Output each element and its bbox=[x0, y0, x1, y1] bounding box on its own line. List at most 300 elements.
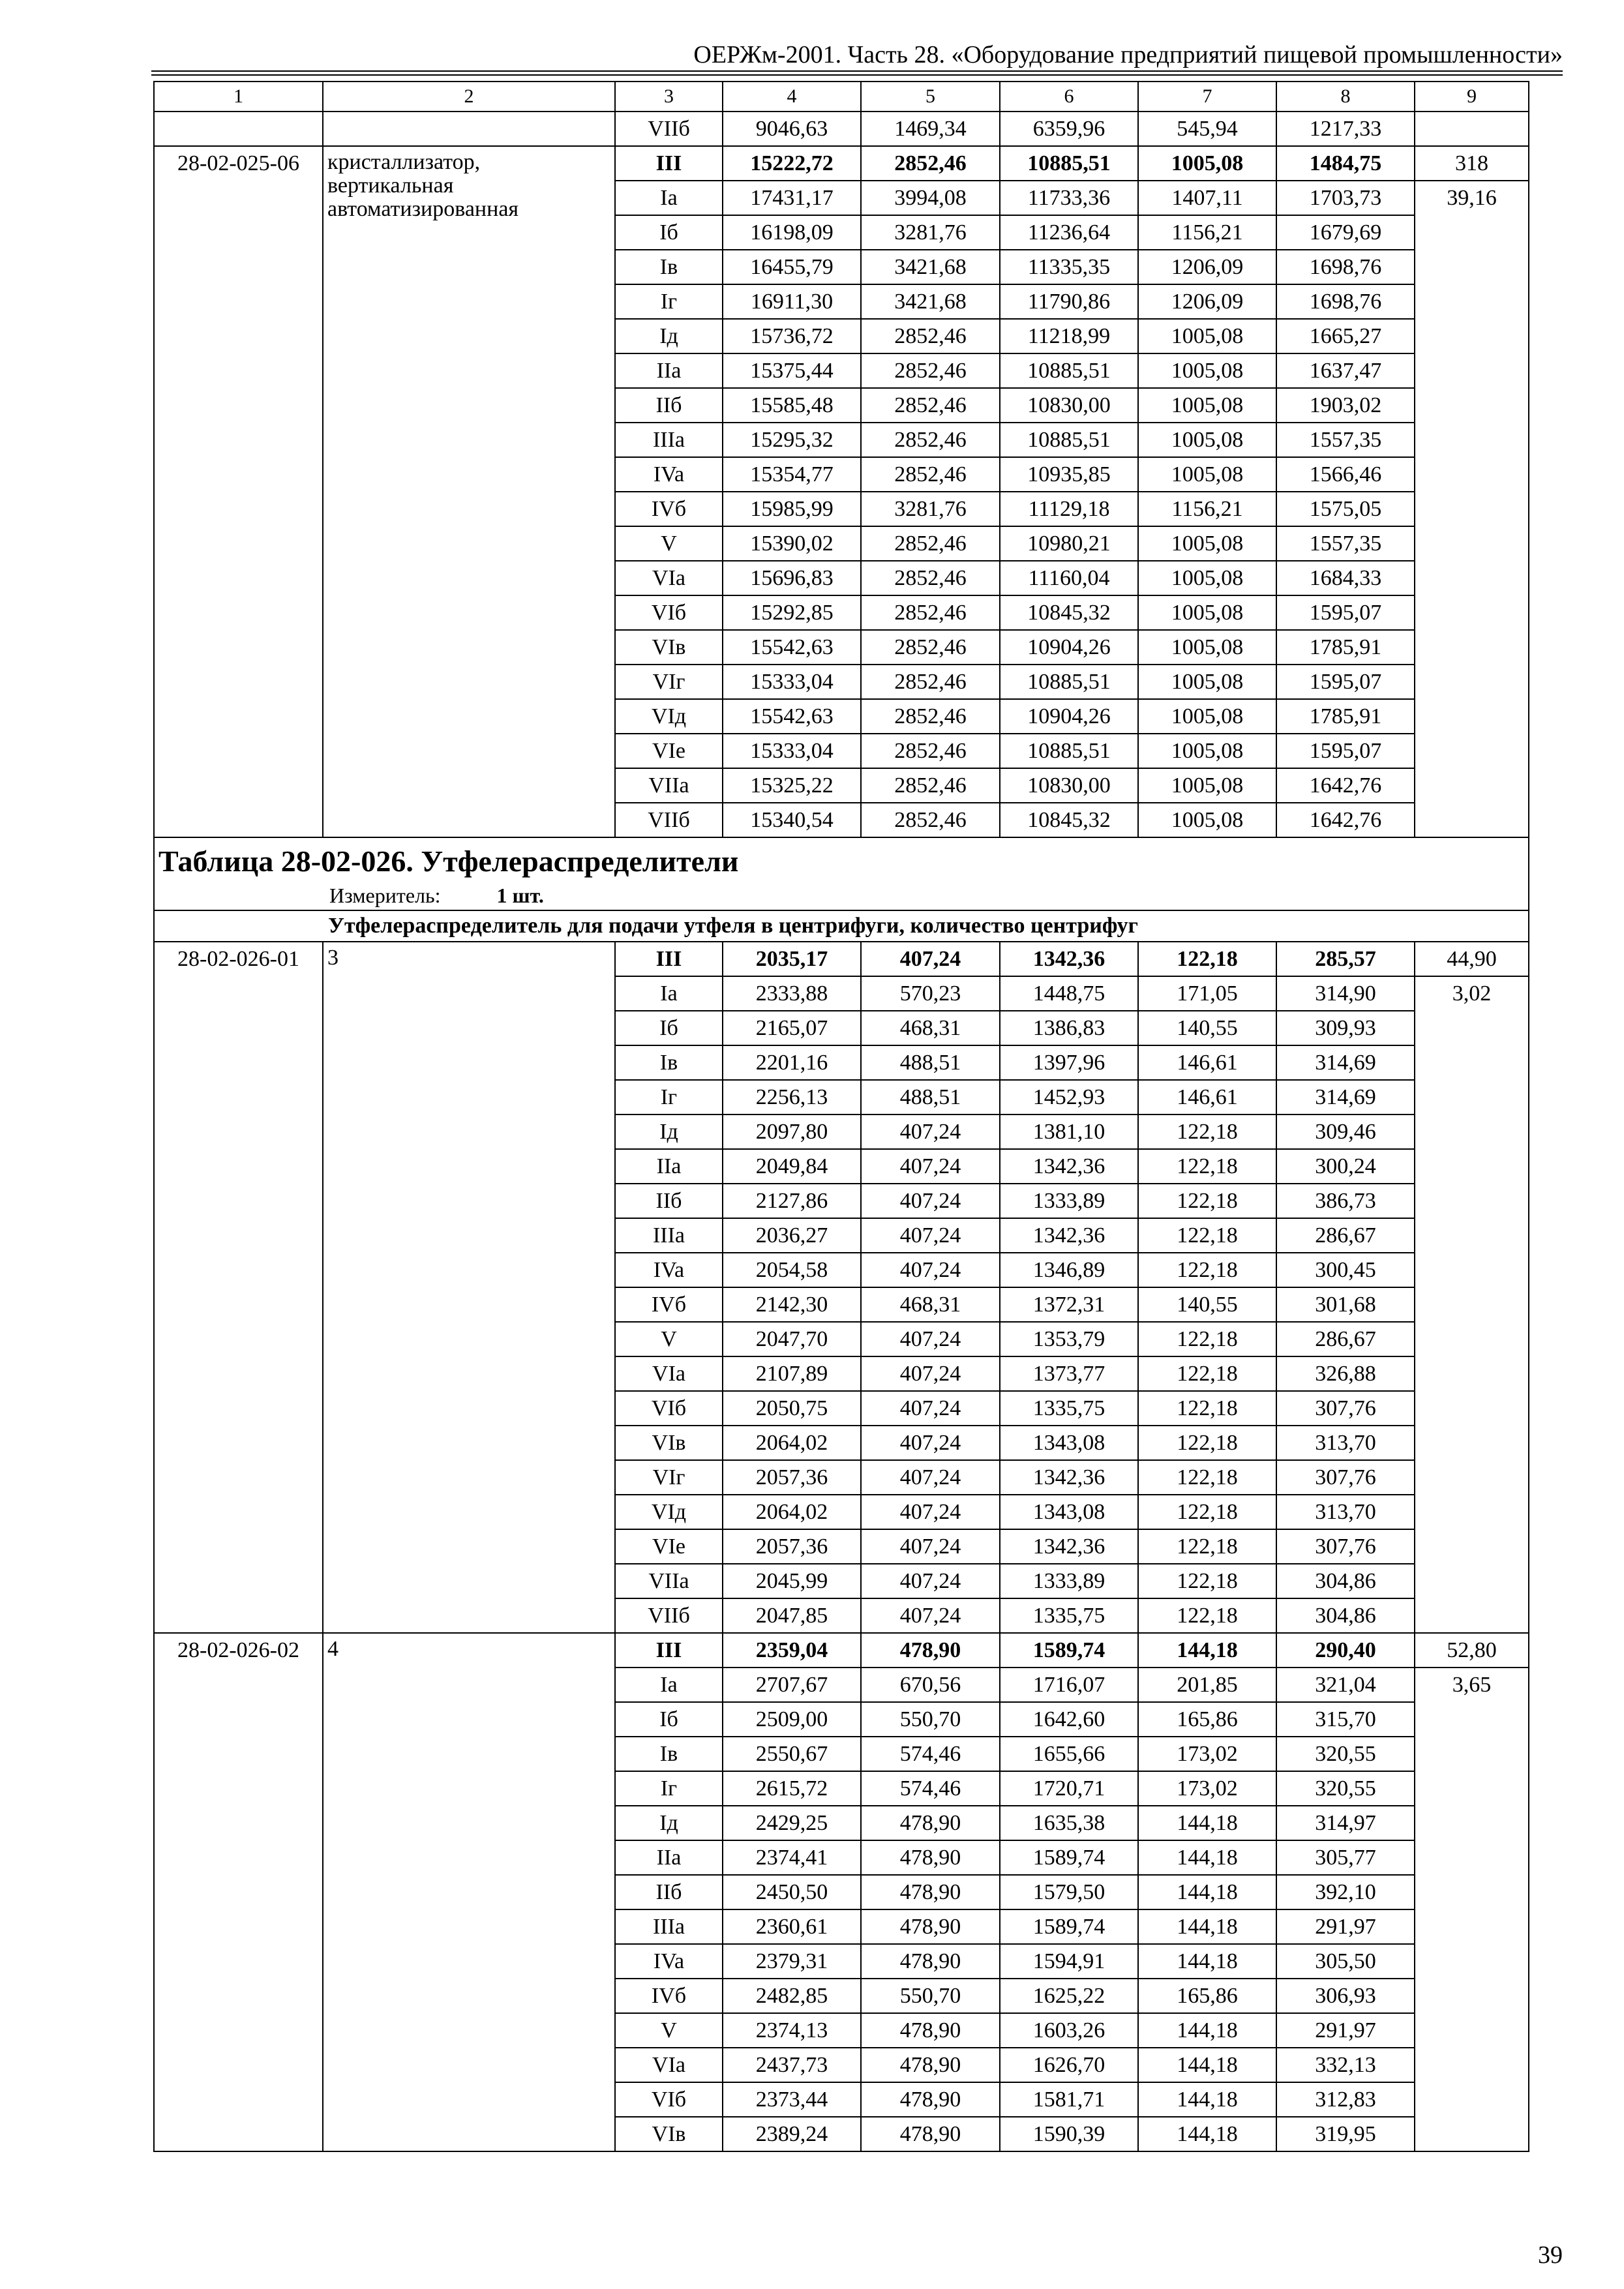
value-cell: 10845,32 bbox=[1000, 803, 1138, 837]
value-cell: 2360,61 bbox=[723, 1909, 861, 1944]
value-cell: 1665,27 bbox=[1276, 319, 1415, 353]
zone-cell: VIa bbox=[615, 561, 723, 595]
zone-cell: III bbox=[615, 942, 723, 976]
zone-cell: V bbox=[615, 1322, 723, 1356]
extra-cell: 3,65 bbox=[1415, 1668, 1529, 2151]
value-cell: 478,90 bbox=[861, 2117, 1000, 2151]
value-cell: 332,13 bbox=[1276, 2048, 1415, 2082]
zone-cell: VIe bbox=[615, 734, 723, 768]
value-cell: 285,57 bbox=[1276, 942, 1415, 976]
zone-cell: VIe bbox=[615, 1529, 723, 1564]
column-number: 3 bbox=[615, 82, 723, 112]
zone-cell: Iг bbox=[615, 1080, 723, 1115]
item-name: 3 bbox=[323, 942, 615, 1633]
zone-cell: VIб bbox=[615, 1391, 723, 1426]
column-number: 8 bbox=[1276, 82, 1415, 112]
value-cell: 1575,05 bbox=[1276, 492, 1415, 526]
value-cell: 15375,44 bbox=[723, 353, 861, 388]
extra-cell: 52,80 bbox=[1415, 1633, 1529, 1668]
zone-cell: VIв bbox=[615, 630, 723, 665]
value-cell: 2852,46 bbox=[861, 630, 1000, 665]
value-cell: 550,70 bbox=[861, 1702, 1000, 1737]
meter-label: Измеритель: bbox=[329, 884, 441, 907]
zone-cell: Iб bbox=[615, 215, 723, 250]
value-cell: 468,31 bbox=[861, 1011, 1000, 1045]
name-cell bbox=[323, 112, 615, 146]
value-cell: 488,51 bbox=[861, 1080, 1000, 1115]
value-cell: 15292,85 bbox=[723, 595, 861, 630]
value-cell: 15354,77 bbox=[723, 457, 861, 492]
value-cell: 574,46 bbox=[861, 1737, 1000, 1771]
value-cell: 15295,32 bbox=[723, 423, 861, 457]
value-cell: 122,18 bbox=[1138, 1322, 1276, 1356]
value-cell: 11236,64 bbox=[1000, 215, 1138, 250]
value-cell: 407,24 bbox=[861, 1598, 1000, 1633]
value-cell: 122,18 bbox=[1138, 1564, 1276, 1598]
item-name: кристаллизатор, вертикальная автоматизированная bbox=[323, 146, 615, 837]
extra-cell: 318 bbox=[1415, 146, 1529, 181]
value-cell: 15390,02 bbox=[723, 526, 861, 561]
code-cell bbox=[154, 112, 323, 146]
value-cell: 2359,04 bbox=[723, 1633, 861, 1668]
value-cell: 478,90 bbox=[861, 2048, 1000, 2082]
value-cell: 1005,08 bbox=[1138, 423, 1276, 457]
zone-cell: VIб bbox=[615, 2082, 723, 2117]
value-cell: 1372,31 bbox=[1000, 1287, 1138, 1322]
value-cell: 1346,89 bbox=[1000, 1253, 1138, 1287]
value-cell: 1353,79 bbox=[1000, 1322, 1138, 1356]
zone-cell: VIIa bbox=[615, 1564, 723, 1598]
zone-cell: VIд bbox=[615, 699, 723, 734]
value-cell: 1469,34 bbox=[861, 112, 1000, 146]
zone-cell: IIIa bbox=[615, 1218, 723, 1253]
value-cell: 2615,72 bbox=[723, 1771, 861, 1806]
value-cell: 305,77 bbox=[1276, 1840, 1415, 1875]
value-cell: 478,90 bbox=[861, 2013, 1000, 2048]
value-cell: 201,85 bbox=[1138, 1668, 1276, 1702]
value-cell: 2373,44 bbox=[723, 2082, 861, 2117]
value-cell: 2852,46 bbox=[861, 595, 1000, 630]
value-cell: 407,24 bbox=[861, 1253, 1000, 1287]
value-cell: 2057,36 bbox=[723, 1460, 861, 1495]
zone-cell: VIб bbox=[615, 595, 723, 630]
value-cell: 291,97 bbox=[1276, 1909, 1415, 1944]
value-cell: 2852,46 bbox=[861, 457, 1000, 492]
extra-cell: 44,90 bbox=[1415, 942, 1529, 976]
value-cell: 1206,09 bbox=[1138, 250, 1276, 284]
zone-cell: Ia bbox=[615, 976, 723, 1011]
zone-cell: IVa bbox=[615, 457, 723, 492]
item-name: 4 bbox=[323, 1633, 615, 2151]
value-cell: 10935,85 bbox=[1000, 457, 1138, 492]
value-cell: 1005,08 bbox=[1138, 353, 1276, 388]
value-cell: 478,90 bbox=[861, 1909, 1000, 1944]
value-cell: 670,56 bbox=[861, 1668, 1000, 1702]
value-cell: 10885,51 bbox=[1000, 423, 1138, 457]
value-cell: 407,24 bbox=[861, 1149, 1000, 1184]
value-cell: 146,61 bbox=[1138, 1045, 1276, 1080]
value-cell: 2064,02 bbox=[723, 1495, 861, 1529]
value-cell: 1785,91 bbox=[1276, 630, 1415, 665]
value-cell: 1407,11 bbox=[1138, 181, 1276, 215]
column-number-row bbox=[154, 82, 1529, 112]
value-cell: 314,69 bbox=[1276, 1080, 1415, 1115]
value-cell: 570,23 bbox=[861, 976, 1000, 1011]
value-cell: 10845,32 bbox=[1000, 595, 1138, 630]
zone-cell: VIг bbox=[615, 665, 723, 699]
value-cell: 2201,16 bbox=[723, 1045, 861, 1080]
value-cell: 15333,04 bbox=[723, 734, 861, 768]
item-code: 28-02-026-01 bbox=[154, 942, 323, 1633]
zone-cell: IIIa bbox=[615, 1909, 723, 1944]
value-cell: 15340,54 bbox=[723, 803, 861, 837]
value-cell: 144,18 bbox=[1138, 2117, 1276, 2151]
value-cell: 144,18 bbox=[1138, 1944, 1276, 1979]
table-row bbox=[154, 146, 1529, 181]
value-cell: 312,83 bbox=[1276, 2082, 1415, 2117]
value-cell: 313,70 bbox=[1276, 1426, 1415, 1460]
value-cell: 1716,07 bbox=[1000, 1668, 1138, 1702]
value-cell: 313,70 bbox=[1276, 1495, 1415, 1529]
value-cell: 488,51 bbox=[861, 1045, 1000, 1080]
value-cell: 407,24 bbox=[861, 1564, 1000, 1598]
value-cell: 144,18 bbox=[1138, 1875, 1276, 1909]
value-cell: 407,24 bbox=[861, 1426, 1000, 1460]
value-cell: 144,18 bbox=[1138, 2082, 1276, 2117]
meter-line bbox=[158, 881, 1524, 910]
value-cell: 2852,46 bbox=[861, 561, 1000, 595]
value-cell: 3421,68 bbox=[861, 284, 1000, 319]
zone-cell: III bbox=[615, 1633, 723, 1668]
value-cell: 2437,73 bbox=[723, 2048, 861, 2082]
value-cell: 2333,88 bbox=[723, 976, 861, 1011]
value-cell: 407,24 bbox=[861, 1529, 1000, 1564]
value-cell: 1005,08 bbox=[1138, 665, 1276, 699]
zone-cell: VIIб bbox=[615, 112, 723, 146]
zone-cell: Iд bbox=[615, 1115, 723, 1149]
zone-cell: Iг bbox=[615, 284, 723, 319]
zone-cell: IVб bbox=[615, 1979, 723, 2013]
value-cell: 1005,08 bbox=[1138, 630, 1276, 665]
value-cell: 314,97 bbox=[1276, 1806, 1415, 1840]
value-cell: 407,24 bbox=[861, 1184, 1000, 1218]
value-cell: 122,18 bbox=[1138, 1598, 1276, 1633]
value-cell: 305,50 bbox=[1276, 1944, 1415, 1979]
value-cell: 144,18 bbox=[1138, 1806, 1276, 1840]
value-cell: 2045,99 bbox=[723, 1564, 861, 1598]
value-cell: 2057,36 bbox=[723, 1529, 861, 1564]
value-cell: 122,18 bbox=[1138, 942, 1276, 976]
value-cell: 286,67 bbox=[1276, 1322, 1415, 1356]
value-cell: 1589,74 bbox=[1000, 1909, 1138, 1944]
value-cell: 2127,86 bbox=[723, 1184, 861, 1218]
extra-cell bbox=[1415, 112, 1529, 146]
value-cell: 300,45 bbox=[1276, 1253, 1415, 1287]
value-cell: 3994,08 bbox=[861, 181, 1000, 215]
value-cell: 320,55 bbox=[1276, 1737, 1415, 1771]
zone-cell: VIв bbox=[615, 1426, 723, 1460]
value-cell: 1397,96 bbox=[1000, 1045, 1138, 1080]
value-cell: 407,24 bbox=[861, 1356, 1000, 1391]
value-cell: 144,18 bbox=[1138, 2013, 1276, 2048]
value-cell: 1595,07 bbox=[1276, 734, 1415, 768]
value-cell: 11335,35 bbox=[1000, 250, 1138, 284]
value-cell: 1637,47 bbox=[1276, 353, 1415, 388]
value-cell: 2852,46 bbox=[861, 699, 1000, 734]
value-cell: 10885,51 bbox=[1000, 665, 1138, 699]
value-cell: 321,04 bbox=[1276, 1668, 1415, 1702]
value-cell: 304,86 bbox=[1276, 1564, 1415, 1598]
value-cell: 2379,31 bbox=[723, 1944, 861, 1979]
zone-cell: IVa bbox=[615, 1944, 723, 1979]
value-cell: 301,68 bbox=[1276, 1287, 1415, 1322]
zone-cell: VIIб bbox=[615, 803, 723, 837]
value-cell: 2374,41 bbox=[723, 1840, 861, 1875]
value-cell: 1217,33 bbox=[1276, 112, 1415, 146]
column-number: 6 bbox=[1000, 82, 1138, 112]
section-title: Таблица 28-02-026. Утфелераспределители bbox=[158, 845, 739, 878]
value-cell: 10904,26 bbox=[1000, 699, 1138, 734]
zone-cell: IVб bbox=[615, 1287, 723, 1322]
zone-cell: IVa bbox=[615, 1253, 723, 1287]
value-cell: 1684,33 bbox=[1276, 561, 1415, 595]
value-cell: 1626,70 bbox=[1000, 2048, 1138, 2082]
value-cell: 122,18 bbox=[1138, 1184, 1276, 1218]
value-cell: 1156,21 bbox=[1138, 215, 1276, 250]
value-cell: 10885,51 bbox=[1000, 353, 1138, 388]
value-cell: 122,18 bbox=[1138, 1426, 1276, 1460]
value-cell: 2035,17 bbox=[723, 942, 861, 976]
value-cell: 1785,91 bbox=[1276, 699, 1415, 734]
value-cell: 3421,68 bbox=[861, 250, 1000, 284]
value-cell: 173,02 bbox=[1138, 1737, 1276, 1771]
value-cell: 17431,17 bbox=[723, 181, 861, 215]
zone-cell: Ia bbox=[615, 181, 723, 215]
value-cell: 307,76 bbox=[1276, 1391, 1415, 1426]
value-cell: 15696,83 bbox=[723, 561, 861, 595]
value-cell: 15736,72 bbox=[723, 319, 861, 353]
zone-cell: VIa bbox=[615, 2048, 723, 2082]
value-cell: 1589,74 bbox=[1000, 1633, 1138, 1668]
value-cell: 478,90 bbox=[861, 1806, 1000, 1840]
value-cell: 2707,67 bbox=[723, 1668, 861, 1702]
column-number: 1 bbox=[154, 82, 323, 112]
value-cell: 122,18 bbox=[1138, 1391, 1276, 1426]
value-cell: 10980,21 bbox=[1000, 526, 1138, 561]
section-header bbox=[154, 837, 1529, 910]
value-cell: 2852,46 bbox=[861, 388, 1000, 423]
column-number: 9 bbox=[1415, 82, 1529, 112]
value-cell: 2256,13 bbox=[723, 1080, 861, 1115]
zone-cell: IIa bbox=[615, 353, 723, 388]
zone-cell: VIд bbox=[615, 1495, 723, 1529]
value-cell: 11733,36 bbox=[1000, 181, 1138, 215]
value-cell: 6359,96 bbox=[1000, 112, 1138, 146]
value-cell: 2550,67 bbox=[723, 1737, 861, 1771]
value-cell: 10830,00 bbox=[1000, 388, 1138, 423]
value-cell: 1005,08 bbox=[1138, 319, 1276, 353]
value-cell: 1484,75 bbox=[1276, 146, 1415, 181]
zone-cell: III bbox=[615, 146, 723, 181]
value-cell: 1720,71 bbox=[1000, 1771, 1138, 1806]
value-cell: 2852,46 bbox=[861, 423, 1000, 457]
value-cell: 1005,08 bbox=[1138, 457, 1276, 492]
value-cell: 478,90 bbox=[861, 1944, 1000, 1979]
value-cell: 2852,46 bbox=[861, 353, 1000, 388]
zone-cell: Iб bbox=[615, 1011, 723, 1045]
section-header-row bbox=[154, 837, 1529, 910]
value-cell: 1333,89 bbox=[1000, 1184, 1138, 1218]
zone-cell: IIIa bbox=[615, 423, 723, 457]
value-cell: 1005,08 bbox=[1138, 595, 1276, 630]
extra-cell: 3,02 bbox=[1415, 976, 1529, 1633]
value-cell: 15585,48 bbox=[723, 388, 861, 423]
value-cell: 1386,83 bbox=[1000, 1011, 1138, 1045]
value-cell: 326,88 bbox=[1276, 1356, 1415, 1391]
value-cell: 407,24 bbox=[861, 1218, 1000, 1253]
zone-cell: IIб bbox=[615, 1875, 723, 1909]
value-cell: 15542,63 bbox=[723, 630, 861, 665]
value-cell: 468,31 bbox=[861, 1287, 1000, 1322]
value-cell: 1590,39 bbox=[1000, 2117, 1138, 2151]
value-cell: 314,69 bbox=[1276, 1045, 1415, 1080]
value-cell: 1342,36 bbox=[1000, 1218, 1138, 1253]
value-cell: 1595,07 bbox=[1276, 595, 1415, 630]
value-cell: 386,73 bbox=[1276, 1184, 1415, 1218]
value-cell: 1566,46 bbox=[1276, 457, 1415, 492]
column-number: 4 bbox=[723, 82, 861, 112]
value-cell: 1343,08 bbox=[1000, 1426, 1138, 1460]
value-cell: 9046,63 bbox=[723, 112, 861, 146]
value-cell: 2036,27 bbox=[723, 1218, 861, 1253]
value-cell: 1005,08 bbox=[1138, 699, 1276, 734]
value-cell: 574,46 bbox=[861, 1771, 1000, 1806]
value-cell: 171,05 bbox=[1138, 976, 1276, 1011]
value-cell: 1594,91 bbox=[1000, 1944, 1138, 1979]
header-rule bbox=[151, 74, 1563, 76]
value-cell: 1342,36 bbox=[1000, 1149, 1138, 1184]
zone-cell: VIIa bbox=[615, 768, 723, 803]
value-cell: 407,24 bbox=[861, 1460, 1000, 1495]
value-cell: 2852,46 bbox=[861, 734, 1000, 768]
value-cell: 10904,26 bbox=[1000, 630, 1138, 665]
value-cell: 290,40 bbox=[1276, 1633, 1415, 1668]
value-cell: 146,61 bbox=[1138, 1080, 1276, 1115]
item-code: 28-02-025-06 bbox=[154, 146, 323, 837]
zone-cell: Iв bbox=[615, 1045, 723, 1080]
value-cell: 10885,51 bbox=[1000, 146, 1138, 181]
value-cell: 2165,07 bbox=[723, 1011, 861, 1045]
value-cell: 16455,79 bbox=[723, 250, 861, 284]
zone-cell: IIa bbox=[615, 1149, 723, 1184]
column-number: 5 bbox=[861, 82, 1000, 112]
value-cell: 392,10 bbox=[1276, 1875, 1415, 1909]
price-table bbox=[153, 81, 1529, 2152]
value-cell: 320,55 bbox=[1276, 1771, 1415, 1806]
value-cell: 550,70 bbox=[861, 1979, 1000, 2013]
page-header-title: ОЕРЖм-2001. Часть 28. «Оборудование предприятий пищевой промышленности» bbox=[693, 41, 1563, 68]
value-cell: 15325,22 bbox=[723, 768, 861, 803]
value-cell: 300,24 bbox=[1276, 1149, 1415, 1184]
value-cell: 122,18 bbox=[1138, 1356, 1276, 1391]
value-cell: 1343,08 bbox=[1000, 1495, 1138, 1529]
zone-cell: VIa bbox=[615, 1356, 723, 1391]
value-cell: 140,55 bbox=[1138, 1287, 1276, 1322]
value-cell: 304,86 bbox=[1276, 1598, 1415, 1633]
value-cell: 2482,85 bbox=[723, 1979, 861, 2013]
value-cell: 1642,76 bbox=[1276, 803, 1415, 837]
zone-cell: IVб bbox=[615, 492, 723, 526]
value-cell: 1579,50 bbox=[1000, 1875, 1138, 1909]
value-cell: 144,18 bbox=[1138, 1840, 1276, 1875]
value-cell: 122,18 bbox=[1138, 1218, 1276, 1253]
value-cell: 1005,08 bbox=[1138, 803, 1276, 837]
value-cell: 545,94 bbox=[1138, 112, 1276, 146]
value-cell: 407,24 bbox=[861, 1391, 1000, 1426]
column-number: 2 bbox=[323, 82, 615, 112]
table-row bbox=[154, 1633, 1529, 1668]
zone-cell: IIa bbox=[615, 1840, 723, 1875]
value-cell: 1342,36 bbox=[1000, 942, 1138, 976]
value-cell: 10885,51 bbox=[1000, 734, 1138, 768]
value-cell: 15985,99 bbox=[723, 492, 861, 526]
value-cell: 1335,75 bbox=[1000, 1598, 1138, 1633]
value-cell: 1603,26 bbox=[1000, 2013, 1138, 2048]
value-cell: 309,46 bbox=[1276, 1115, 1415, 1149]
value-cell: 11160,04 bbox=[1000, 561, 1138, 595]
value-cell: 15542,63 bbox=[723, 699, 861, 734]
value-cell: 309,93 bbox=[1276, 1011, 1415, 1045]
value-cell: 140,55 bbox=[1138, 1011, 1276, 1045]
header-rule bbox=[151, 70, 1563, 72]
value-cell: 306,93 bbox=[1276, 1979, 1415, 2013]
zone-cell: IIб bbox=[615, 1184, 723, 1218]
value-cell: 15333,04 bbox=[723, 665, 861, 699]
value-cell: 1452,93 bbox=[1000, 1080, 1138, 1115]
table-row bbox=[154, 112, 1529, 146]
value-cell: 1005,08 bbox=[1138, 561, 1276, 595]
value-cell: 1373,77 bbox=[1000, 1356, 1138, 1391]
value-cell: 1342,36 bbox=[1000, 1460, 1138, 1495]
value-cell: 2049,84 bbox=[723, 1149, 861, 1184]
meter-unit: 1 шт. bbox=[496, 884, 544, 907]
zone-cell: IIб bbox=[615, 388, 723, 423]
value-cell: 1005,08 bbox=[1138, 768, 1276, 803]
value-cell: 1625,22 bbox=[1000, 1979, 1138, 2013]
value-cell: 307,76 bbox=[1276, 1529, 1415, 1564]
value-cell: 1903,02 bbox=[1276, 388, 1415, 423]
value-cell: 1005,08 bbox=[1138, 388, 1276, 423]
value-cell: 122,18 bbox=[1138, 1253, 1276, 1287]
value-cell: 2054,58 bbox=[723, 1253, 861, 1287]
value-cell: 144,18 bbox=[1138, 1633, 1276, 1668]
zone-cell: Iг bbox=[615, 1771, 723, 1806]
value-cell: 1333,89 bbox=[1000, 1564, 1138, 1598]
value-cell: 1448,75 bbox=[1000, 976, 1138, 1011]
value-cell: 314,90 bbox=[1276, 976, 1415, 1011]
value-cell: 2097,80 bbox=[723, 1115, 861, 1149]
value-cell: 165,86 bbox=[1138, 1979, 1276, 2013]
value-cell: 407,24 bbox=[861, 1495, 1000, 1529]
value-cell: 1698,76 bbox=[1276, 250, 1415, 284]
value-cell: 122,18 bbox=[1138, 1149, 1276, 1184]
zone-cell: VIв bbox=[615, 2117, 723, 2151]
zone-cell: Iд bbox=[615, 1806, 723, 1840]
value-cell: 1557,35 bbox=[1276, 526, 1415, 561]
value-cell: 1698,76 bbox=[1276, 284, 1415, 319]
value-cell: 122,18 bbox=[1138, 1529, 1276, 1564]
value-cell: 16198,09 bbox=[723, 215, 861, 250]
